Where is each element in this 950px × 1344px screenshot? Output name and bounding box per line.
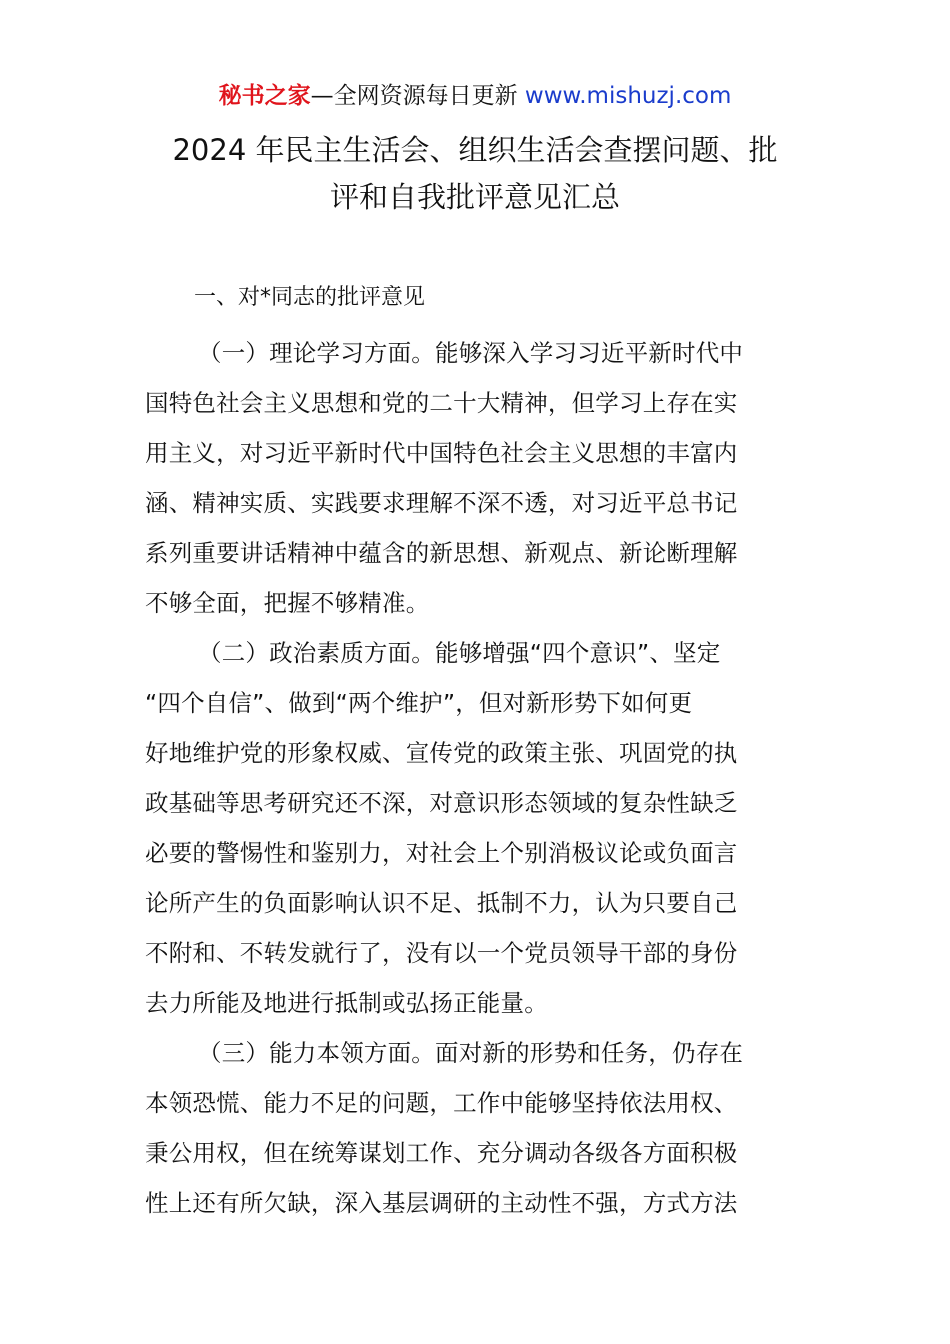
paragraph-line: 不附和、不转发就行了，没有以一个党员领导干部的身份 <box>145 939 738 967</box>
paragraph-line: 系列重要讲话精神中蕴含的新思想、新观点、新论断理解 <box>145 539 738 567</box>
paragraph-line: 去力所能及地进行抵制或弘扬正能量。 <box>145 989 548 1017</box>
section-heading: 一、对*同志的批评意见 <box>194 285 426 310</box>
paragraph-line: 政基础等思考研究还不深，对意识形态领域的复杂性缺乏 <box>145 789 738 817</box>
paragraph-line: “四个自信”、做到“两个维护”，但对新形势下如何更 <box>145 689 693 717</box>
paragraph-line: （二）政治素质方面。能够增强“四个意识”、坚定 <box>198 639 721 667</box>
paragraph-line: 性上还有所欠缺，深入基层调研的主动性不强，方式方法 <box>145 1189 738 1217</box>
paragraph-ability <box>145 1028 807 1228</box>
paragraph-line: 好地维护党的形象权威、宣传党的政策主张、巩固党的执 <box>145 739 738 767</box>
title-line: 评和自我批评意见汇总 <box>329 180 620 214</box>
site-url-link[interactable]: www.mishuzj.com <box>524 83 732 109</box>
paragraph-line: 用主义，对习近平新时代中国特色社会主义思想的丰富内 <box>145 439 738 467</box>
document-body <box>145 278 807 1228</box>
paragraph-line: 本领恐慌、能力不足的问题，工作中能够坚持依法用权、 <box>145 1089 738 1117</box>
paragraph-theory-study <box>145 328 807 628</box>
paragraph-line: 国特色社会主义思想和党的二十大精神，但学习上存在实 <box>145 389 738 417</box>
paragraph-line: 不够全面，把握不够精准。 <box>145 589 430 617</box>
paragraph-line: 涵、精神实质、实践要求理解不深不透，对习近平总书记 <box>145 489 738 517</box>
paragraph-line: 论所产生的负面影响认识不足、抵制不力，认为只要自己 <box>145 889 738 917</box>
paragraph-line: （三）能力本领方面。面对新的形势和任务，仍存在 <box>198 1039 744 1067</box>
paragraph-line: （一）理论学习方面。能够深入学习习近平新时代中 <box>198 339 744 367</box>
paragraph-line: 秉公用权，但在统筹谋划工作、充分调动各级各方面积极 <box>145 1139 738 1167</box>
site-brand: 秘书之家 <box>218 83 311 109</box>
site-slogan: —全网资源每日更新 <box>310 83 518 109</box>
paragraph-line: 必要的警惕性和鉴别力，对社会上个别消极议论或负面言 <box>145 839 738 867</box>
document-title <box>120 127 830 221</box>
paragraph-political-quality <box>145 628 807 1028</box>
title-line: 2024 年民主生活会、组织生活会查摆问题、批 <box>172 133 778 167</box>
site-header <box>0 80 950 112</box>
